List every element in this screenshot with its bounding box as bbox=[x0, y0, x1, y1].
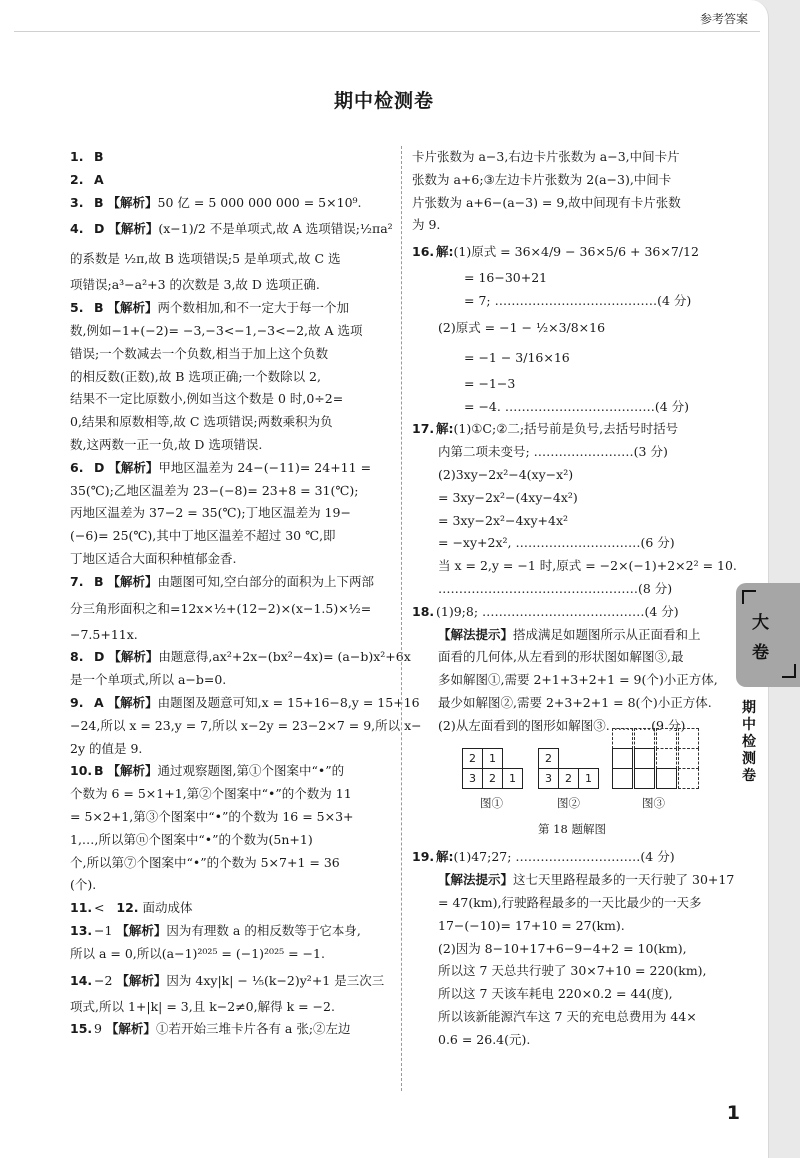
fig2-cell: 3 bbox=[538, 768, 559, 789]
fig3-cell bbox=[634, 748, 655, 769]
page-number: 1 bbox=[726, 1102, 740, 1124]
fig3-cell bbox=[634, 728, 655, 749]
figure-18 bbox=[412, 744, 732, 816]
fig3-label: 图③ bbox=[642, 795, 665, 810]
column-divider bbox=[401, 146, 402, 1091]
answer-5: 5. B 【解析】两个数相加,和不一定大于每一个加 数,例如−1+(−2)= −3,−3<−1,−3<−2,故 A 选项 错误;一个数减去一个负数,相当于加上这个负数 的相反数(正数),故 B 选项正确;一个数除以 2, 结果不一定比原数小,例如当这个数是 0 时,0÷2= 0,结果和原数相等,故 C 选项错误;两数乘积为负 数,这两数一正一负,故 D 选项错误. bbox=[70, 300, 363, 452]
fig1-cell: 2 bbox=[482, 768, 503, 789]
answer-15: 15. 9 【解析】①若开始三堆卡片各有 a 张;②左边 bbox=[70, 1021, 351, 1037]
fig3-cell bbox=[678, 748, 699, 769]
fig1-cell: 3 bbox=[462, 768, 483, 789]
bracket-bottom-right bbox=[782, 664, 796, 678]
answer-14: 14. −2 【解析】因为 4xy|k| − ⅕(k−2)y²+1 是三次三 项式,所以 1+|k| = 3,且 k−2≠0,解得 k = −2. bbox=[70, 972, 385, 1014]
answer-7: 7. B 【解析】由题图可知,空白部分的面积为上下两部 分三角形面积之和=12x×½+(12−2)×(x−1.5)×½= −7.5+11x. bbox=[70, 573, 374, 642]
fig3-cell bbox=[656, 748, 677, 769]
fig2-cell: 2 bbox=[538, 748, 559, 769]
bracket-top-left bbox=[742, 590, 756, 604]
fig3-cell bbox=[612, 748, 633, 769]
fig3-cell bbox=[656, 728, 677, 749]
answer-13: 13. −1 【解析】因为有理数 a 的相反数等于它本身, 所以 a = 0,所以(a−1)²⁰²⁵ = (−1)²⁰²⁵ = −1. bbox=[70, 922, 361, 961]
fig1-label: 图① bbox=[480, 795, 503, 810]
answer-16: 16. 解:(1)原式 = 36×4/9 − 36×5/6 + 36×7/12 = 16−30+21 = 7; …………………………………(4 分) (2)原式 = −1 − ½×3/8×16 = −1 − 3/16×16 = −1−3 = −4. ………………………………(4 分) bbox=[412, 244, 699, 414]
fig1-cell: 2 bbox=[462, 748, 483, 769]
header-rule bbox=[14, 31, 760, 32]
fig3-cell bbox=[612, 728, 633, 749]
answer-8: 8. D 【解析】由题意得,ax²+2x−(bx²−4x)= (a−b)x²+6x 是一个单项式,所以 a−b=0. bbox=[70, 649, 411, 688]
answer-11-12: 11. < 12. 面动成体 bbox=[70, 900, 193, 916]
fig2-cell: 1 bbox=[578, 768, 599, 789]
fig1-cell: 1 bbox=[482, 748, 503, 769]
fig1-cell: 1 bbox=[502, 768, 523, 789]
answer-4: 4. D 【解析】(x−1)/2 不是单项式,故 A 选项错误;½πa² 的系数是 ½π,故 B 选项错误;5 是单项式,故 C 选 项错误;a³−a²+3 的次数是 3,故 D 选项正确. bbox=[70, 221, 393, 293]
answer-2: 2. A bbox=[70, 171, 104, 187]
fig3-cell bbox=[678, 768, 699, 789]
page-title: 期中检测卷 bbox=[333, 90, 434, 112]
answer-10: 10. B 【解析】通过观察题图,第①个图案中“•”的 个数为 6 = 5×1+1,第②个图案中“•”的个数为 11 = 5×2+1,第③个图案中“•”的个数为 16 = 5×3+ 1,…,所以第ⓝ个图案中“•”的个数为(5n+1) 个,所以第⑦个图案中“•”的个数为 5×7+1 = 36 (个). bbox=[70, 763, 354, 893]
fig2-label: 图② bbox=[557, 795, 580, 810]
side-tab-char-2: 卷 bbox=[752, 643, 769, 663]
answer-18: 18. (1)9;8; …………………………………(4 分) 【解法提示】搭成满足如题图所示从正面看和上 面看的几何体,从左看到的形状图如解图③,最 多如解图①,需要 2+1+3+2+1 = 9(个)小正方体, 最少如解图②,需要 2+3+2+1 = 8(个)小正方体. (2)从左面看到的图形如解图③. ………(9 分) 2 1 3 2 1 图① 2 3 2 1 图② 图③ 第 18 题解图 bbox=[412, 601, 732, 841]
answer-1: 1. B bbox=[70, 149, 104, 164]
fig3-cell bbox=[678, 728, 699, 749]
answer-3: 3. B 【解析】50 亿 = 5 000 000 000 = 5×10⁹. bbox=[70, 194, 362, 210]
figure-caption: 第 18 题解图 bbox=[538, 821, 606, 836]
fig2-cell: 2 bbox=[558, 768, 579, 789]
side-tab-char-1: 大 bbox=[752, 613, 769, 633]
fig3-cell bbox=[634, 768, 655, 789]
fig3-cell bbox=[612, 768, 633, 789]
fig3-cell bbox=[656, 768, 677, 789]
answer-9: 9. A 【解析】由题图及题意可知,x = 15+16−8,y = 15+16 −24,所以 x = 23,y = 7,所以 x−2y = 23−2×7 = 9,所以 x− 2y 的值是 9. bbox=[70, 694, 422, 756]
answer-6: 6. D 【解析】甲地区温差为 24−(−11)= 24+11 = 35(℃);乙地区温差为 23−(−8)= 23+8 = 31(℃); 丙地区温差为 37−2 = 35(℃);丁地区温差为 19− (−6)= 25(℃),其中丁地区温差不超过 30 ℃,即 丁地区适合大面积种植郁金香. bbox=[70, 459, 372, 566]
side-tab-label: 期中检测卷 bbox=[742, 700, 756, 784]
answer-15-continued: 卡片张数为 a−3,右边卡片张数为 a−3,中间卡片 张数为 a+6;③左边卡片张数为 2(a−3),中间卡 片张数为 a+6−(a−3) = 9,故中间现有卡片张数 为 9. bbox=[412, 149, 681, 233]
right-column bbox=[412, 146, 737, 1052]
left-column bbox=[70, 146, 422, 1041]
header-label: 参考答案 bbox=[699, 12, 748, 26]
answer-17: 17. 解:(1)①C;②二;括号前是负号,去括号时括号 内第二项未变号; ……………………(3 分) (2)3xy−2x²−4(xy−x²) = 3xy−2x²−(4xy−4x²) = 3xy−2x²−4xy+4x² = −xy+2x², …………………………(6 分) 当 x = 2,y = −1 时,原式 = −2×(−1)+2×2² = 10. …………………………………………(8 分) bbox=[412, 421, 737, 596]
answer-19: 19. 解:(1)47;27; …………………………(4 分) 【解法提示】这七天里路程最多的一天行驶了 30+17 = 47(km),行驶路程最多的一天比最少的一天多 17−(−10)= 17+10 = 27(km). (2)因为 8−10+17+6−9−4+2 = 10(km), 所以这 7 天总共行驶了 30×7+10 = 220(km), 所以这 7 天该车耗电 220×0.2 = 44(度), 所以该新能源汽车这 7 天的充电总费用为 44× 0.6 = 26.4(元). bbox=[412, 849, 735, 1047]
